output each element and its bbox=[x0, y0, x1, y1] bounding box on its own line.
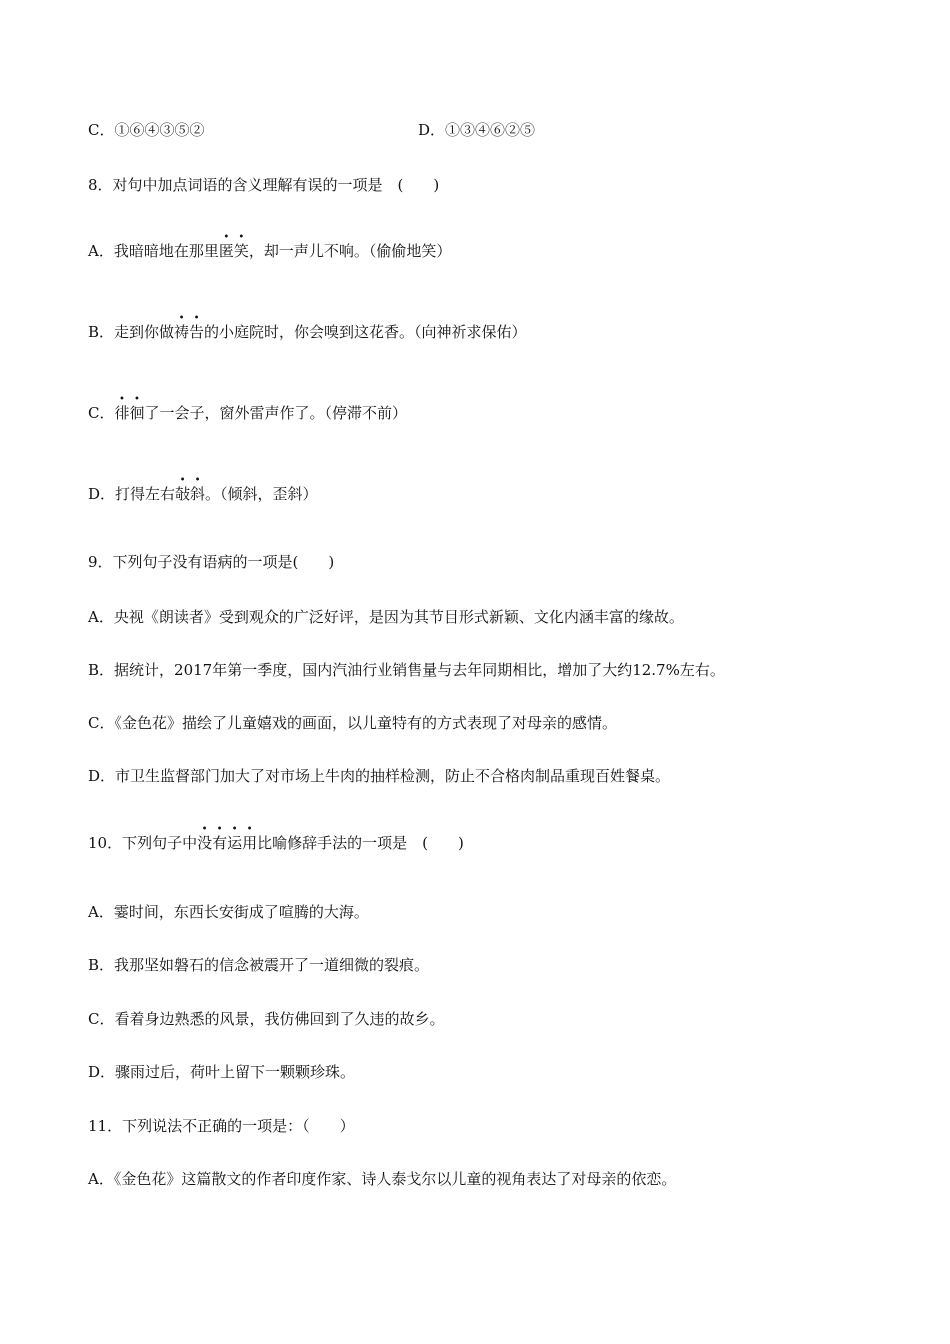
q9-stem: 9．下列句子没有语病的一项是( ) bbox=[88, 553, 335, 571]
q8-option-b-pre: B．走到你做 bbox=[88, 323, 175, 341]
q10-stem-post: 比喻修辞手法的一项是 ( ) bbox=[257, 834, 464, 852]
emphasis-dots: • • bbox=[119, 394, 140, 405]
q11-option-a: A．《金色花》这篇散文的作者印度作家、诗人泰戈尔以儿童的视角表达了对母亲的依恋。 bbox=[88, 1170, 677, 1188]
q9-option-b: B．据统计，2017年第一季度，国内汽油行业销售量与去年同期相比，增加了大约12.7%左右。 bbox=[88, 661, 725, 679]
emphasis-dots: • • bbox=[178, 313, 200, 324]
q8-option-a-dotted-word bbox=[218, 232, 249, 261]
q8-option-a-pre: A．我暗暗地在那里 bbox=[88, 242, 219, 260]
q8-option-d-post: 。（倾斜，歪斜） bbox=[205, 485, 318, 503]
q8-option-a-post: ，却一声儿不响。（偷偷地笑） bbox=[248, 242, 452, 260]
q8-option-c-post: 了一会子，窗外雷声作了。（停滞不前） bbox=[144, 404, 408, 422]
q8-option-b bbox=[88, 313, 527, 342]
q9-option-a: A．央视《朗读者》受到观众的广泛好评，是因为其节目形式新颖、文化内涵丰富的缘故。 bbox=[88, 608, 684, 626]
q8-option-d-dotted-text: 敧斜 bbox=[175, 485, 206, 503]
q8-option-c-dotted-text: 徘徊 bbox=[114, 404, 145, 422]
q10-option-c: C．看着身边熟悉的风景，我仿佛回到了久违的故乡。 bbox=[88, 1010, 445, 1028]
q8-option-c bbox=[88, 394, 408, 423]
q8-option-d-pre: D．打得左右 bbox=[88, 485, 176, 503]
q8-option-d bbox=[88, 475, 318, 504]
q8-option-b-dotted-word bbox=[174, 313, 205, 342]
q8-option-b-dotted-text: 祷告 bbox=[174, 323, 205, 341]
q10-stem-dotted-word bbox=[197, 824, 258, 853]
q10-stem-dotted-text: 没有运用 bbox=[197, 834, 258, 852]
q10-option-b: B．我那坚如磐石的信念被震开了一道细微的裂痕。 bbox=[88, 956, 430, 974]
q7-option-c: C．①⑥④③⑤② bbox=[88, 121, 205, 139]
q8-option-c-pre: C． bbox=[88, 404, 115, 422]
emphasis-dots: • • bbox=[223, 232, 245, 243]
q10-option-a: A．霎时间，东西长安街成了喧腾的大海。 bbox=[88, 903, 369, 921]
q8-stem: 8．对句中加点词语的含义理解有误的一项是 ( ) bbox=[88, 176, 440, 194]
q8-option-c-dotted-word bbox=[114, 394, 145, 423]
q10-option-d: D．骤雨过后，荷叶上留下一颗颗珍珠。 bbox=[88, 1063, 356, 1081]
q9-option-c: C．《金色花》描绘了儿童嬉戏的画面，以儿童特有的方式表现了对母亲的感情。 bbox=[88, 714, 617, 732]
q8-option-d-dotted-word bbox=[175, 475, 206, 504]
q10-stem-pre: 10．下列句子中 bbox=[88, 834, 198, 852]
q9-option-d: D．市卫生监督部门加大了对市场上牛肉的抽样检测，防止不合格肉制品重现百姓餐桌。 bbox=[88, 767, 671, 785]
emphasis-dots: • • bbox=[179, 475, 201, 486]
q7-option-d: D．①③④⑥②⑤ bbox=[418, 121, 536, 139]
q10-stem bbox=[88, 824, 464, 853]
q8-option-a bbox=[88, 232, 452, 261]
q8-option-b-post: 的小庭院时，你会嗅到这花香。（向神祈求保佑） bbox=[204, 323, 527, 341]
q11-stem: 11．下列说法不正确的一项是：（ ） bbox=[88, 1117, 355, 1135]
q8-option-a-dotted-text: 匿笑 bbox=[218, 242, 249, 260]
emphasis-dots: • • • • bbox=[201, 824, 253, 835]
